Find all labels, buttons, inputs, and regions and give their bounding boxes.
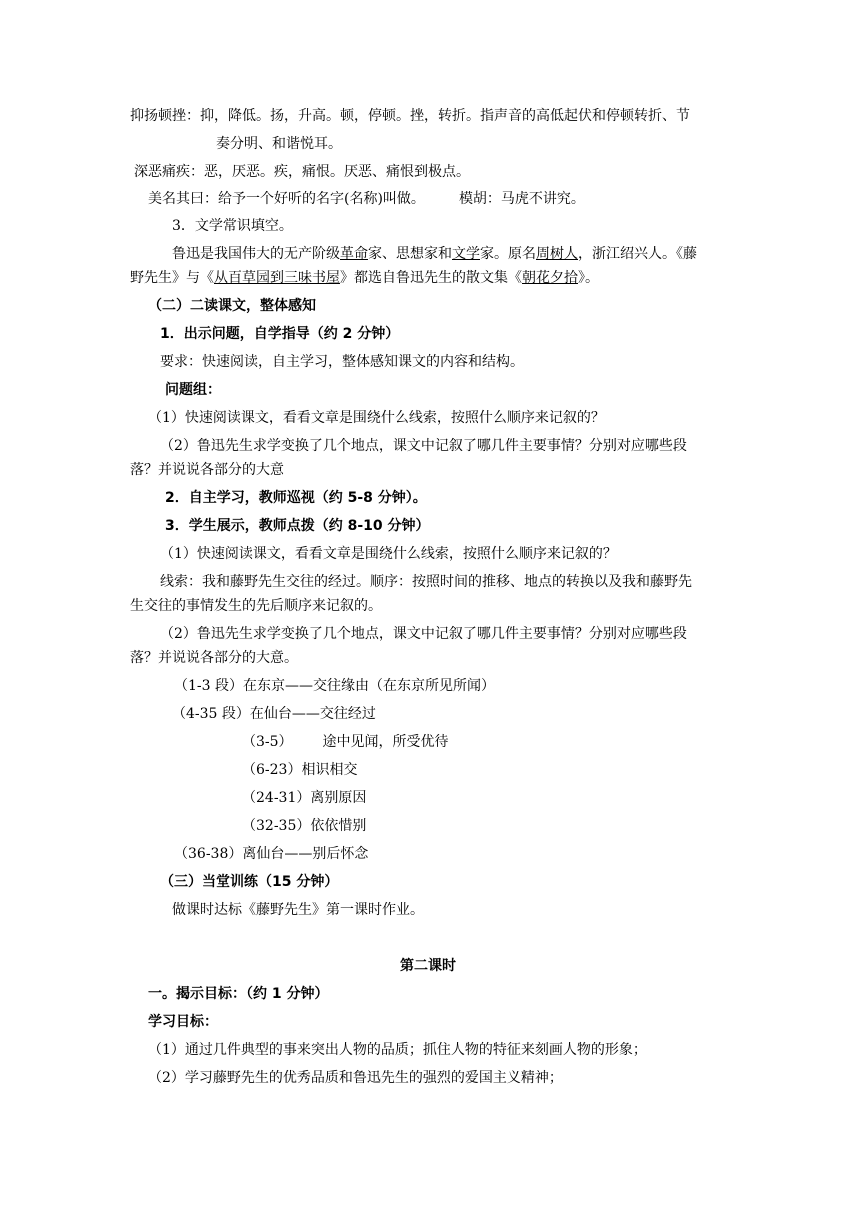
literature-paragraph-line1 — [172, 244, 697, 264]
blank-answer-literature: 文学 — [452, 246, 480, 262]
lesson2-goal1: （1）通过几件典型的事来突出人物的品质；抓住人物的特征来刻画人物的形象； — [148, 1042, 647, 1058]
section3-text: 做课时达标《藤野先生》第一课时作业。 — [172, 902, 424, 918]
section2-step1: 1．出示问题，自学指导（约 2 分钟） — [160, 326, 400, 342]
blank-answer-baicaoyuan: 从百草园到三味书屋 — [214, 270, 340, 286]
text-run: 》都选自鲁迅先生的散文集《 — [340, 270, 522, 286]
outline-part2-sub2: （6-23）相识相交 — [242, 762, 358, 778]
answer1-line2: 生交往的事情发生的先后顺序来记叙的。 — [130, 598, 382, 614]
outline-part1: （1-3 段）在东京——交往缘由（在东京所见所闻） — [174, 678, 495, 694]
text-run: 家、思想家和 — [368, 246, 452, 262]
section2-step2: 2．自主学习，教师巡视（约 5-8 分钟）。 — [165, 490, 427, 506]
lesson2-goal2: （2）学习藤野先生的优秀品质和鲁迅先生的强烈的爱国主义精神； — [148, 1070, 563, 1086]
text-run: 鲁迅是我国伟大的无产阶级 — [172, 246, 340, 262]
lesson2-title: 第二课时 — [400, 958, 456, 974]
outline-part2-sub1 — [242, 732, 449, 752]
section2-question2-line2: 落？并说说各部分的大意 — [130, 462, 284, 478]
vocab-mohu: 模胡：马虎不讲究。 — [458, 191, 585, 207]
blank-answer-zhaohuaxishi: 朝花夕拾 — [522, 270, 578, 286]
outline-sub1-range: （3-5） — [242, 734, 293, 750]
section2-question-group: 问题组： — [165, 382, 221, 398]
vocab-yiyangdunco-line2: 奏分明、和谐悦耳。 — [216, 136, 342, 152]
literature-paragraph-line2 — [130, 268, 599, 288]
lesson2-goals-label: 学习目标： — [148, 1014, 218, 1030]
outline-part2: （4-35 段）在仙台——交往经过 — [172, 706, 376, 722]
outline-part2-sub4: （32-35）依依惜别 — [242, 818, 367, 834]
outline-part3: （36-38）离仙台——别后怀念 — [174, 846, 369, 862]
section2-heading: （二）二读课文，整体感知 — [148, 298, 316, 314]
lesson2-goal-heading: 一。揭示目标：（约 1 分钟） — [148, 986, 329, 1002]
text-run: 》。 — [578, 270, 599, 286]
vocab-yiyangdunco-line1: 抑扬顿挫：抑，降低。扬，升高。顿，停顿。挫，转折。指声音的高低起伏和停顿转折、节 — [130, 108, 690, 124]
text-run: ，浙江绍兴人。《藤 — [578, 246, 697, 262]
text-run: 家。原名 — [480, 246, 536, 262]
outline-part2-sub3: （24-31）离别原因 — [242, 790, 367, 806]
section2-question2-line1: （2）鲁迅先生求学变换了几个地点，课文中记叙了哪几件主要事情？分别对应哪些段 — [160, 438, 687, 454]
literature-heading: 3．文学常识填空。 — [172, 218, 293, 234]
section2-step3: 3．学生展示，教师点拨（约 8-10 分钟） — [165, 518, 430, 534]
vocab-row-meiming-mohu — [148, 189, 585, 209]
blank-answer-zhoushuren: 周树人 — [536, 246, 578, 262]
vocab-shenwu: 深恶痛疾：恶，厌恶。疾，痛恨。厌恶、痛恨到极点。 — [134, 164, 470, 180]
text-run: 野先生》与《 — [130, 270, 214, 286]
answer2-question-line1: （2）鲁迅先生求学变换了几个地点，课文中记叙了哪几件主要事情？分别对应哪些段 — [160, 626, 687, 642]
answer1-question: （1）快速阅读课文，看看文章是围绕什么线索，按照什么顺序来记叙的？ — [160, 546, 617, 562]
answer1-line1: 线索：我和藤野先生交往的经过。顺序：按照时间的推移、地点的转换以及我和藤野先 — [160, 574, 692, 590]
blank-answer-revolution: 革命 — [340, 246, 368, 262]
vocab-meiming: 美名其曰：给予一个好听的名字(名称)叫做。 — [148, 191, 425, 207]
section2-requirement: 要求：快速阅读，自主学习，整体感知课文的内容和结构。 — [160, 354, 524, 370]
section3-heading: （三）当堂训练（15 分钟） — [160, 874, 339, 890]
section2-question1: （1）快速阅读课文，看看文章是围绕什么线索，按照什么顺序来记叙的？ — [148, 410, 605, 426]
answer2-question-line2: 落？并说说各部分的大意。 — [130, 650, 298, 666]
outline-sub1-text: 途中见闻，所受优待 — [322, 734, 449, 750]
